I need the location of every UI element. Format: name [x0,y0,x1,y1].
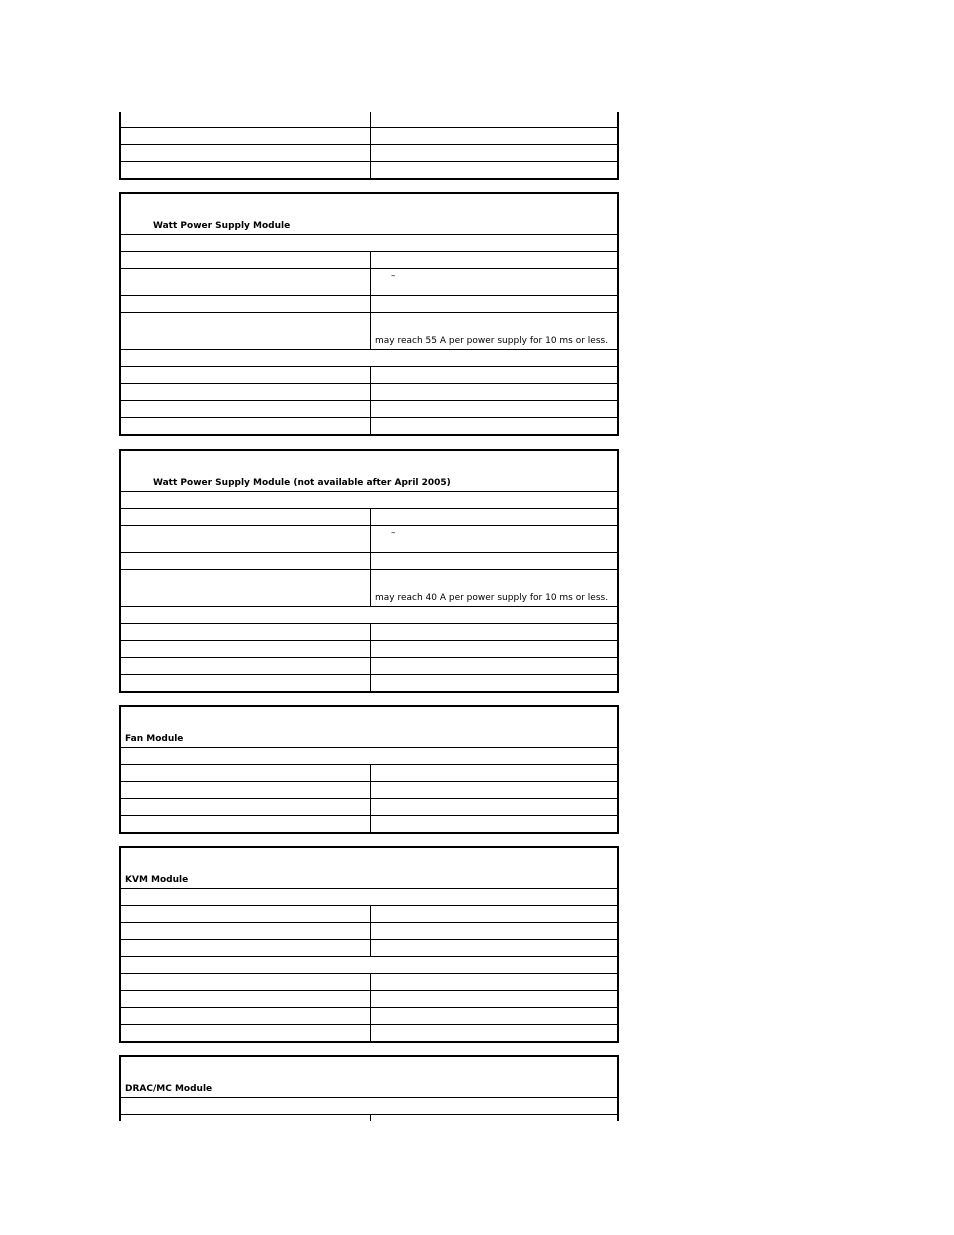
table-cell [371,624,617,640]
table-cell [121,923,371,939]
table-cell [371,509,617,525]
table-cell [121,1008,371,1024]
table-cell [121,991,371,1007]
table-heading: Watt Power Supply Module [153,221,291,231]
section-row [121,748,617,764]
table-cell [371,553,617,569]
kvm-module-table [119,846,619,1043]
section-row [121,492,617,508]
table-cell [121,624,371,640]
table-cell [121,128,371,144]
table-cell [371,162,617,178]
table-cell [121,418,371,434]
table-cell [121,145,371,161]
table-cell [121,906,371,922]
table-cell [371,641,617,657]
inrush-note: may reach 40 A per power supply for 10 ms or less. [375,593,609,603]
spec-table-continued [119,112,619,180]
table-cell [371,991,617,1007]
table-cell [371,940,617,956]
table-cell [121,401,371,417]
table-cell [121,296,371,312]
table-cell [371,1025,617,1041]
power-supply-table-a [119,192,619,436]
dash-value: – [391,271,396,281]
table-cell [121,112,371,127]
drac-mc-module-table [119,1055,619,1121]
table-cell [121,570,371,606]
table-cell [371,974,617,990]
table-cell [121,658,371,674]
table-cell [121,799,371,815]
section-row [121,350,617,366]
table-cell [121,1115,371,1121]
table-cell [121,252,371,268]
table-cell [121,940,371,956]
table-cell [121,1025,371,1041]
table-cell [371,1115,617,1121]
section-row [121,235,617,251]
table-heading: Fan Module [125,734,184,744]
table-cell [121,641,371,657]
section-row [121,889,617,905]
fan-module-table [119,705,619,834]
table-cell [121,816,371,832]
table-cell [371,816,617,832]
table-cell [121,367,371,383]
table-cell [371,367,617,383]
table-cell [121,162,371,178]
table-heading: KVM Module [125,875,189,885]
table-cell [371,252,617,268]
table-cell [371,296,617,312]
dash-value: – [391,528,396,538]
table-cell [371,923,617,939]
table-cell [371,782,617,798]
table-cell [121,553,371,569]
table-heading: Watt Power Supply Module (not available after April 2005) [153,478,451,488]
table-cell [121,313,371,349]
table-cell [121,509,371,525]
table-cell [121,782,371,798]
table-heading: DRAC/MC Module [125,1084,213,1094]
table-cell [121,974,371,990]
table-cell [121,526,371,552]
table-cell [371,799,617,815]
table-cell [371,384,617,400]
table-cell [371,128,617,144]
section-row [121,607,617,623]
table-cell [371,1008,617,1024]
inrush-note: may reach 55 A per power supply for 10 ms or less. [375,336,609,346]
table-cell [121,765,371,781]
table-cell [371,401,617,417]
table-cell [371,112,617,127]
table-cell [121,384,371,400]
table-cell [371,658,617,674]
table-cell [371,675,617,691]
table-cell [371,906,617,922]
table-cell [371,765,617,781]
section-row [121,1098,617,1114]
table-cell [371,145,617,161]
power-supply-table-b [119,449,619,693]
section-row [121,957,617,973]
table-cell [371,418,617,434]
table-cell [121,675,371,691]
table-cell [121,269,371,295]
